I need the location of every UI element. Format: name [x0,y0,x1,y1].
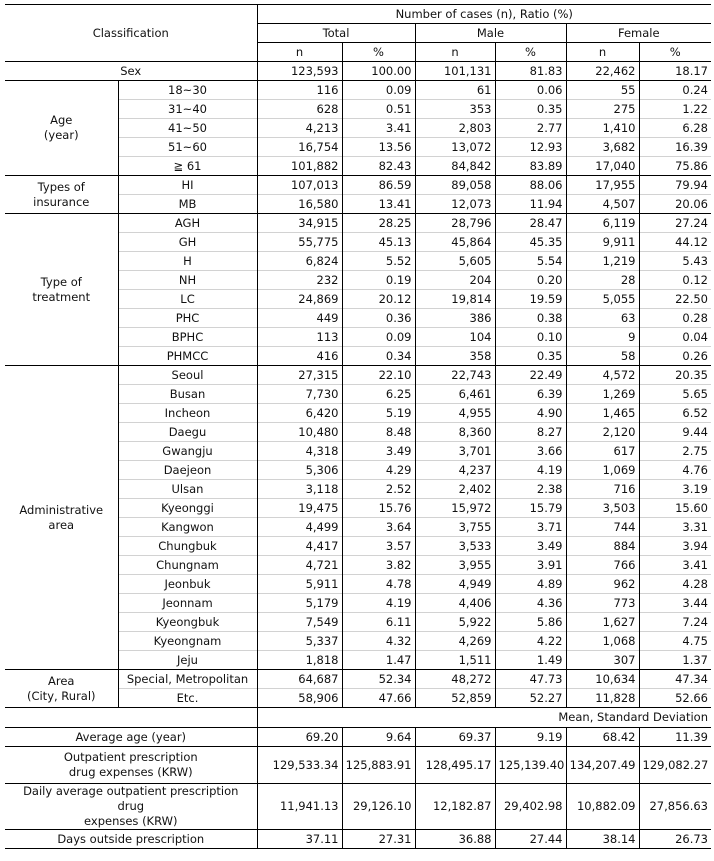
cell-n: 4,318 [257,442,342,461]
cell-n: 416 [257,347,342,366]
cell-pct: 8.48 [342,423,415,442]
cell-pct: 52.34 [342,670,415,689]
cell-n: 358 [415,347,495,366]
cell-sd: 125,139.40 [495,747,566,784]
cell-n: 6,461 [415,385,495,404]
cell-pct: 11.94 [495,195,566,214]
cell-n: 13,072 [415,138,495,157]
cell-n: 113 [257,328,342,347]
cell-pct: 7.24 [639,613,711,632]
row-subcategory: LC [118,290,257,309]
cell-n: 84,842 [415,157,495,176]
mean-sd-header: Mean, Standard Deviation [257,708,711,728]
row-subcategory: 18~30 [118,81,257,100]
cell-pct: 13.56 [342,138,415,157]
cell-pct: 28.47 [495,214,566,233]
cell-n: 5,922 [415,613,495,632]
cell-pct: 100.00 [342,62,415,81]
cell-pct: 0.51 [342,100,415,119]
cell-pct: 0.38 [495,309,566,328]
demographics-table [5,4,711,849]
row-subcategory: 41~50 [118,119,257,138]
cell-n: 19,475 [257,499,342,518]
cell-pct: 45.35 [495,233,566,252]
cell-n: 6,119 [566,214,639,233]
table-container [5,4,711,849]
cell-n: 1,511 [415,651,495,670]
cell-n: 4,949 [415,575,495,594]
cell-pct: 4.22 [495,632,566,651]
cell-mean: 68.42 [566,728,639,747]
table-row [5,62,711,81]
row-subcategory: Etc. [118,689,257,708]
cell-n: 55 [566,81,639,100]
cell-pct: 4.28 [639,575,711,594]
cell-pct: 3.44 [639,594,711,613]
cell-sd: 27,856.63 [639,784,711,830]
cell-pct: 0.34 [342,347,415,366]
cell-pct: 4.75 [639,632,711,651]
cell-n: 204 [415,271,495,290]
cell-n: 28 [566,271,639,290]
row-subcategory: H [118,252,257,271]
col-header-pct: % [639,43,711,62]
cell-n: 1,818 [257,651,342,670]
cell-pct: 47.73 [495,670,566,689]
cell-mean: 69.20 [257,728,342,747]
table-row [5,784,711,830]
table-row [5,830,711,849]
cell-pct: 15.76 [342,499,415,518]
cell-n: 12,073 [415,195,495,214]
cell-n: 6,420 [257,404,342,423]
cell-pct: 52.66 [639,689,711,708]
cell-n: 4,721 [257,556,342,575]
cell-sd: 9.19 [495,728,566,747]
cell-n: 2,402 [415,480,495,499]
cell-n: 5,911 [257,575,342,594]
cell-pct: 75.86 [639,157,711,176]
col-header-pct: % [495,43,566,62]
cell-pct: 27.24 [639,214,711,233]
cell-n: 58,906 [257,689,342,708]
cell-n: 5,605 [415,252,495,271]
cell-pct: 4.36 [495,594,566,613]
cell-pct: 28.25 [342,214,415,233]
row-subcategory: Special, Metropolitan [118,670,257,689]
row-subcategory: AGH [118,214,257,233]
cell-n: 5,179 [257,594,342,613]
cell-n: 16,754 [257,138,342,157]
cell-n: 34,915 [257,214,342,233]
cell-pct: 0.36 [342,309,415,328]
cell-pct: 0.26 [639,347,711,366]
cell-n: 2,803 [415,119,495,138]
row-subcategory: Ulsan [118,480,257,499]
admin-area-group-label: Administrative area [5,366,118,670]
cell-n: 3,701 [415,442,495,461]
group-header-female: Female [566,24,711,43]
cell-n: 1,068 [566,632,639,651]
table-row [5,670,711,689]
cell-pct: 18.17 [639,62,711,81]
row-subcategory: ≧ 61 [118,157,257,176]
cell-n: 5,055 [566,290,639,309]
cell-n: 8,360 [415,423,495,442]
cell-pct: 3.31 [639,518,711,537]
cell-pct: 52.27 [495,689,566,708]
cell-pct: 16.39 [639,138,711,157]
stat-label: Outpatient prescription drug expenses (KRW) [5,747,257,784]
cell-pct: 0.09 [342,328,415,347]
cell-pct: 47.66 [342,689,415,708]
cell-n: 3,533 [415,537,495,556]
cell-n: 10,480 [257,423,342,442]
cell-n: 15,972 [415,499,495,518]
cell-n: 19,814 [415,290,495,309]
cell-pct: 20.06 [639,195,711,214]
cell-n: 3,682 [566,138,639,157]
cell-mean: 38.14 [566,830,639,849]
cell-n: 55,775 [257,233,342,252]
cell-n: 7,730 [257,385,342,404]
cell-n: 744 [566,518,639,537]
row-subcategory: Chungbuk [118,537,257,556]
cell-pct: 3.82 [342,556,415,575]
cell-pct: 45.13 [342,233,415,252]
group-header-male: Male [415,24,566,43]
cell-pct: 22.50 [639,290,711,309]
cell-pct: 0.12 [639,271,711,290]
cell-n: 45,864 [415,233,495,252]
cell-n: 1,219 [566,252,639,271]
cell-pct: 0.28 [639,309,711,328]
cell-n: 58 [566,347,639,366]
cell-n: 3,755 [415,518,495,537]
cell-pct: 4.90 [495,404,566,423]
row-subcategory: Daegu [118,423,257,442]
cell-n: 24,869 [257,290,342,309]
cell-n: 4,237 [415,461,495,480]
cell-n: 4,955 [415,404,495,423]
cell-pct: 4.76 [639,461,711,480]
cell-mean: 134,207.49 [566,747,639,784]
cell-pct: 4.29 [342,461,415,480]
cell-pct: 2.52 [342,480,415,499]
cell-n: 64,687 [257,670,342,689]
cell-n: 5,306 [257,461,342,480]
cell-pct: 86.59 [342,176,415,195]
sex-label: Sex [5,62,257,81]
cases-ratio-header: Number of cases (n), Ratio (%) [257,5,711,24]
cell-n: 4,507 [566,195,639,214]
cell-n: 123,593 [257,62,342,81]
cell-pct: 5.52 [342,252,415,271]
age-group-label: Age (year) [5,81,118,176]
cell-pct: 0.10 [495,328,566,347]
cell-pct: 6.25 [342,385,415,404]
cell-pct: 0.35 [495,347,566,366]
cell-pct: 2.77 [495,119,566,138]
row-subcategory: GH [118,233,257,252]
row-subcategory: Jeju [118,651,257,670]
cell-pct: 12.93 [495,138,566,157]
cell-n: 766 [566,556,639,575]
cell-pct: 0.06 [495,81,566,100]
cell-pct: 3.41 [342,119,415,138]
cell-n: 773 [566,594,639,613]
cell-n: 22,462 [566,62,639,81]
cell-pct: 1.49 [495,651,566,670]
area-group-label: Area (City, Rural) [5,670,118,708]
cell-n: 275 [566,100,639,119]
cell-pct: 0.19 [342,271,415,290]
cell-pct: 6.11 [342,613,415,632]
cell-n: 10,634 [566,670,639,689]
cell-mean: 11,941.13 [257,784,342,830]
col-header-n: n [566,43,639,62]
cell-n: 101,882 [257,157,342,176]
cell-pct: 4.89 [495,575,566,594]
cell-sd: 125,883.91 [342,747,415,784]
cell-n: 17,040 [566,157,639,176]
cell-n: 48,272 [415,670,495,689]
col-header-pct: % [342,43,415,62]
cell-n: 17,955 [566,176,639,195]
cell-n: 11,828 [566,689,639,708]
treatment-group-label: Type of treatment [5,214,118,366]
cell-pct: 5.86 [495,613,566,632]
cell-n: 27,315 [257,366,342,385]
cell-mean: 129,533.34 [257,747,342,784]
cell-pct: 5.19 [342,404,415,423]
table-row [5,176,711,195]
cell-pct: 3.19 [639,480,711,499]
cell-n: 1,410 [566,119,639,138]
table-row [5,728,711,747]
blank-cell [5,708,257,728]
cell-n: 884 [566,537,639,556]
cell-pct: 0.35 [495,100,566,119]
cell-n: 962 [566,575,639,594]
cell-n: 3,955 [415,556,495,575]
table-row [5,81,711,100]
cell-pct: 5.65 [639,385,711,404]
cell-n: 4,406 [415,594,495,613]
cell-sd: 9.64 [342,728,415,747]
cell-n: 116 [257,81,342,100]
cell-pct: 5.43 [639,252,711,271]
cell-pct: 15.60 [639,499,711,518]
table-row [5,708,711,728]
cell-pct: 0.24 [639,81,711,100]
cell-n: 1,269 [566,385,639,404]
cell-pct: 4.19 [342,594,415,613]
cell-pct: 3.91 [495,556,566,575]
cell-pct: 3.66 [495,442,566,461]
cell-pct: 15.79 [495,499,566,518]
classification-header: Classification [5,5,257,62]
cell-n: 101,131 [415,62,495,81]
cell-pct: 1.22 [639,100,711,119]
cell-n: 7,549 [257,613,342,632]
cell-n: 28,796 [415,214,495,233]
row-subcategory: PHMCC [118,347,257,366]
table-row [5,747,711,784]
cell-n: 617 [566,442,639,461]
cell-pct: 20.12 [342,290,415,309]
row-subcategory: HI [118,176,257,195]
cell-pct: 4.78 [342,575,415,594]
cell-n: 628 [257,100,342,119]
group-header-total: Total [257,24,415,43]
cell-n: 386 [415,309,495,328]
cell-n: 52,859 [415,689,495,708]
cell-sd: 129,082.27 [639,747,711,784]
cell-pct: 6.52 [639,404,711,423]
cell-pct: 4.19 [495,461,566,480]
cell-n: 1,465 [566,404,639,423]
row-subcategory: Busan [118,385,257,404]
row-subcategory: Jeonbuk [118,575,257,594]
cell-pct: 20.35 [639,366,711,385]
cell-pct: 6.39 [495,385,566,404]
cell-pct: 9.44 [639,423,711,442]
cell-n: 4,213 [257,119,342,138]
cell-n: 232 [257,271,342,290]
cell-n: 2,120 [566,423,639,442]
cell-pct: 5.54 [495,252,566,271]
cell-n: 4,572 [566,366,639,385]
cell-n: 4,417 [257,537,342,556]
cell-pct: 19.59 [495,290,566,309]
row-subcategory: Incheon [118,404,257,423]
cell-mean: 12,182.87 [415,784,495,830]
cell-n: 63 [566,309,639,328]
cell-pct: 13.41 [342,195,415,214]
row-subcategory: Kyeongnam [118,632,257,651]
row-subcategory: 51~60 [118,138,257,157]
row-subcategory: Kangwon [118,518,257,537]
cell-mean: 128,495.17 [415,747,495,784]
cell-pct: 3.57 [342,537,415,556]
cell-pct: 3.71 [495,518,566,537]
cell-n: 89,058 [415,176,495,195]
cell-n: 5,337 [257,632,342,651]
cell-n: 1,627 [566,613,639,632]
row-subcategory: Jeonnam [118,594,257,613]
cell-sd: 29,126.10 [342,784,415,830]
row-subcategory: BPHC [118,328,257,347]
cell-pct: 0.20 [495,271,566,290]
cell-n: 4,269 [415,632,495,651]
cell-n: 9 [566,328,639,347]
cell-n: 449 [257,309,342,328]
cell-n: 3,118 [257,480,342,499]
stat-label: Daily average outpatient prescription drug expenses (KRW) [5,784,257,830]
cell-sd: 11.39 [639,728,711,747]
stat-label: Average age (year) [5,728,257,747]
row-subcategory: 31~40 [118,100,257,119]
cell-pct: 1.47 [342,651,415,670]
cell-n: 61 [415,81,495,100]
cell-n: 3,503 [566,499,639,518]
cell-pct: 81.83 [495,62,566,81]
row-subcategory: Kyeongbuk [118,613,257,632]
row-subcategory: Chungnam [118,556,257,575]
cell-pct: 3.64 [342,518,415,537]
cell-sd: 27.31 [342,830,415,849]
cell-pct: 2.38 [495,480,566,499]
cell-sd: 29,402.98 [495,784,566,830]
cell-pct: 8.27 [495,423,566,442]
row-subcategory: PHC [118,309,257,328]
cell-n: 104 [415,328,495,347]
row-subcategory: Kyeonggi [118,499,257,518]
cell-n: 1,069 [566,461,639,480]
row-subcategory: Seoul [118,366,257,385]
cell-pct: 0.09 [342,81,415,100]
cell-mean: 69.37 [415,728,495,747]
cell-pct: 79.94 [639,176,711,195]
row-subcategory: Gwangju [118,442,257,461]
cell-n: 4,499 [257,518,342,537]
cell-pct: 6.28 [639,119,711,138]
cell-n: 6,824 [257,252,342,271]
cell-pct: 22.10 [342,366,415,385]
cell-pct: 3.49 [495,537,566,556]
cell-pct: 3.41 [639,556,711,575]
cell-pct: 3.94 [639,537,711,556]
row-subcategory: NH [118,271,257,290]
col-header-n: n [257,43,342,62]
cell-sd: 26.73 [639,830,711,849]
cell-pct: 4.32 [342,632,415,651]
cell-pct: 47.34 [639,670,711,689]
table-row [5,214,711,233]
cell-n: 716 [566,480,639,499]
cell-n: 22,743 [415,366,495,385]
cell-pct: 88.06 [495,176,566,195]
cell-pct: 82.43 [342,157,415,176]
cell-mean: 10,882.09 [566,784,639,830]
cell-n: 353 [415,100,495,119]
cell-n: 107,013 [257,176,342,195]
cell-mean: 36.88 [415,830,495,849]
cell-pct: 83.89 [495,157,566,176]
cell-pct: 2.75 [639,442,711,461]
cell-pct: 1.37 [639,651,711,670]
cell-pct: 44.12 [639,233,711,252]
row-subcategory: MB [118,195,257,214]
insurance-group-label: Types of insurance [5,176,118,214]
cell-sd: 27.44 [495,830,566,849]
cell-pct: 0.04 [639,328,711,347]
col-header-n: n [415,43,495,62]
cell-pct: 3.49 [342,442,415,461]
cell-mean: 37.11 [257,830,342,849]
cell-n: 16,580 [257,195,342,214]
row-subcategory: Daejeon [118,461,257,480]
cell-n: 9,911 [566,233,639,252]
stat-label: Days outside prescription [5,830,257,849]
cell-n: 307 [566,651,639,670]
cell-pct: 22.49 [495,366,566,385]
table-row [5,366,711,385]
